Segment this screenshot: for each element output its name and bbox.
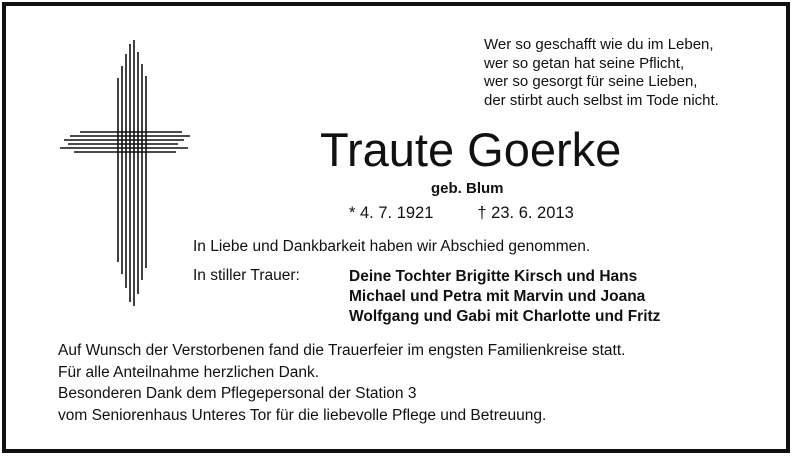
closing-line: Auf Wunsch der Verstorbenen fand die Trauerfeier im engsten Familienkreise statt. <box>58 342 626 359</box>
mourner-line: Wolfgang und Gabi mit Charlotte und Fritz <box>349 308 661 325</box>
farewell-statement: In Liebe und Dankbarkeit haben wir Abschied genommen. <box>193 238 591 255</box>
poem-line: wer so getan hat seine Pflicht, <box>484 54 685 72</box>
deceased-name: Traute Goerke <box>320 123 622 176</box>
mourner-line: Deine Tochter Brigitte Kirsch und Hans <box>349 268 638 285</box>
obituary-notice <box>2 2 790 453</box>
closing-notes <box>58 340 625 426</box>
poem-line: wer so gesorgt für seine Lieben, <box>484 73 698 90</box>
poem <box>484 36 719 110</box>
maiden-name: geb. Blum <box>431 180 504 197</box>
closing-line: Besonderen Dank dem Pflegepersonal der Station 3 <box>58 385 417 402</box>
closing-line: Für alle Anteilnahme herzlichen Dank. <box>58 363 320 381</box>
death-date: † 23. 6. 2013 <box>477 204 574 222</box>
birth-date: * 4. 7. 1921 <box>349 204 434 222</box>
mourners-list <box>349 267 660 327</box>
closing-line: vom Seniorenhaus Unteres Tor für die liebevolle Pflege und Betreuung. <box>58 406 547 424</box>
life-dates <box>349 204 574 223</box>
mourner-line: Michael und Petra mit Marvin und Joana <box>349 288 646 305</box>
poem-line: Wer so geschafft wie du im Leben, <box>484 36 714 53</box>
poem-line: der stirbt auch selbst im Tode nicht. <box>484 91 719 109</box>
cross-icon <box>50 36 190 306</box>
mourning-label: In stiller Trauer: <box>193 267 300 284</box>
